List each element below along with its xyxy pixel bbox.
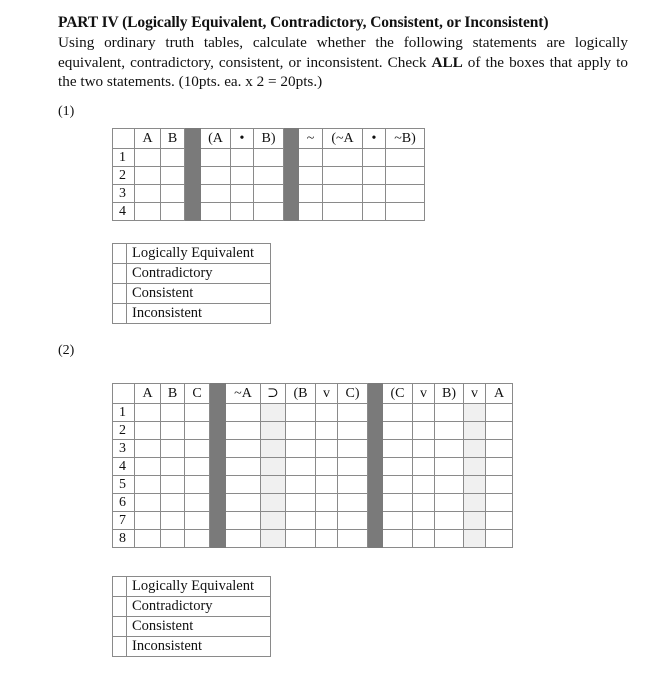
- answer-cell[interactable]: [338, 494, 368, 512]
- answer-cell[interactable]: [316, 494, 338, 512]
- header-cell: B): [435, 384, 464, 404]
- checkbox[interactable]: [113, 264, 127, 284]
- answer-cell[interactable]: [185, 512, 210, 530]
- answer-cell[interactable]: [386, 167, 425, 185]
- answer-cell[interactable]: [486, 476, 513, 494]
- answer-cell[interactable]: [413, 440, 435, 458]
- header-cell: ~A: [226, 384, 261, 404]
- answer-cell[interactable]: [435, 440, 464, 458]
- instructions-emphasis: ALL: [431, 53, 463, 71]
- answer-cell[interactable]: [226, 512, 261, 530]
- checkbox[interactable]: [113, 304, 127, 324]
- header-cell: v: [464, 384, 486, 404]
- answer-cell[interactable]: [201, 203, 231, 221]
- main-connective-cell[interactable]: [261, 440, 286, 458]
- answer-checklist-1: [112, 243, 271, 324]
- option-label: Consistent: [127, 617, 271, 637]
- answer-cell[interactable]: [286, 422, 316, 440]
- option-label: Contradictory: [127, 264, 271, 284]
- answer-cell[interactable]: [254, 185, 284, 203]
- table-row: [113, 203, 425, 221]
- header-cell: (~A: [323, 129, 363, 149]
- answer-cell[interactable]: [386, 185, 425, 203]
- answer-cell[interactable]: [135, 404, 161, 422]
- answer-cell[interactable]: [161, 149, 185, 167]
- separator-column: [210, 384, 226, 404]
- row-number: 1: [113, 149, 135, 167]
- answer-cell[interactable]: [316, 422, 338, 440]
- checklist-item: [113, 284, 271, 304]
- separator-column: [368, 476, 383, 494]
- answer-cell[interactable]: [185, 458, 210, 476]
- main-connective-cell[interactable]: [464, 422, 486, 440]
- answer-cell[interactable]: [231, 185, 254, 203]
- table-row: [113, 494, 513, 512]
- answer-cell[interactable]: [231, 149, 254, 167]
- main-connective-cell[interactable]: [464, 530, 486, 548]
- answer-cell[interactable]: [231, 167, 254, 185]
- checkbox[interactable]: [113, 244, 127, 264]
- separator-column: [185, 149, 201, 167]
- checkbox[interactable]: [113, 284, 127, 304]
- table-row: [113, 422, 513, 440]
- header-cell: ~B): [386, 129, 425, 149]
- answer-cell[interactable]: [185, 404, 210, 422]
- checklist-item: [113, 264, 271, 284]
- answer-cell[interactable]: [231, 203, 254, 221]
- instructions-text: Using ordinary truth tables, calculate whether the following statements are logically equivalent, contradictory, consistent, or inconsistent. Check: [58, 34, 628, 71]
- header-cell: ⊃: [261, 384, 286, 404]
- table-row: [113, 458, 513, 476]
- answer-cell[interactable]: [383, 512, 413, 530]
- instructions-text-end: of the boxes that apply to the two statements. (10pts. ea. x 2 = 20pts.): [58, 53, 628, 90]
- separator-column: [210, 530, 226, 548]
- checklist-item: [113, 637, 271, 657]
- problem-1-label: (1): [58, 104, 75, 119]
- answer-cell[interactable]: [135, 203, 161, 221]
- separator-column: [368, 494, 383, 512]
- checkbox[interactable]: [113, 617, 127, 637]
- row-number: 2: [113, 422, 135, 440]
- answer-cell[interactable]: [226, 476, 261, 494]
- checkbox[interactable]: [113, 577, 127, 597]
- main-connective-cell[interactable]: [261, 512, 286, 530]
- answer-cell[interactable]: [286, 458, 316, 476]
- answer-cell[interactable]: [316, 530, 338, 548]
- row-number: 7: [113, 512, 135, 530]
- answer-cell[interactable]: [386, 149, 425, 167]
- checkbox[interactable]: [113, 637, 127, 657]
- answer-cell[interactable]: [161, 167, 185, 185]
- checklist-item: [113, 577, 271, 597]
- answer-cell[interactable]: [226, 458, 261, 476]
- answer-cell[interactable]: [135, 476, 161, 494]
- table-row: [113, 530, 513, 548]
- answer-cell[interactable]: [286, 512, 316, 530]
- answer-cell[interactable]: [185, 476, 210, 494]
- answer-cell[interactable]: [383, 440, 413, 458]
- row-number: 3: [113, 440, 135, 458]
- option-label: Logically Equivalent: [127, 577, 271, 597]
- row-number: 3: [113, 185, 135, 203]
- answer-cell[interactable]: [386, 203, 425, 221]
- answer-cell[interactable]: [383, 494, 413, 512]
- row-number: 4: [113, 203, 135, 221]
- table-header-row: [113, 129, 425, 149]
- separator-column: [284, 185, 299, 203]
- checklist-item: [113, 304, 271, 324]
- answer-cell[interactable]: [413, 422, 435, 440]
- answer-cell[interactable]: [185, 494, 210, 512]
- separator-column: [368, 458, 383, 476]
- answer-cell[interactable]: [161, 185, 185, 203]
- header-cell: B): [254, 129, 284, 149]
- answer-cell[interactable]: [135, 530, 161, 548]
- answer-cell[interactable]: [135, 185, 161, 203]
- table-row: [113, 167, 425, 185]
- answer-cell[interactable]: [135, 494, 161, 512]
- separator-column: [185, 129, 201, 149]
- answer-cell[interactable]: [135, 167, 161, 185]
- main-connective-cell[interactable]: [261, 530, 286, 548]
- separator-column: [368, 530, 383, 548]
- separator-column: [368, 512, 383, 530]
- answer-cell[interactable]: [226, 440, 261, 458]
- answer-cell[interactable]: [161, 458, 185, 476]
- answer-cell[interactable]: [338, 512, 368, 530]
- answer-cell[interactable]: [363, 203, 386, 221]
- truth-table-2: [112, 383, 513, 548]
- answer-cell[interactable]: [299, 203, 323, 221]
- answer-cell[interactable]: [316, 512, 338, 530]
- answer-cell[interactable]: [363, 185, 386, 203]
- separator-column: [210, 422, 226, 440]
- row-number: 6: [113, 494, 135, 512]
- checklist-item: [113, 617, 271, 637]
- answer-cell[interactable]: [435, 530, 464, 548]
- answer-cell[interactable]: [486, 512, 513, 530]
- answer-cell[interactable]: [383, 530, 413, 548]
- separator-column: [210, 458, 226, 476]
- table-row: [113, 404, 513, 422]
- separator-column: [368, 440, 383, 458]
- answer-cell[interactable]: [323, 185, 363, 203]
- main-connective-cell[interactable]: [464, 440, 486, 458]
- answer-cell[interactable]: [161, 512, 185, 530]
- row-number: 2: [113, 167, 135, 185]
- answer-cell[interactable]: [338, 458, 368, 476]
- answer-cell[interactable]: [135, 422, 161, 440]
- header-cell: •: [363, 129, 386, 149]
- answer-cell[interactable]: [338, 404, 368, 422]
- header-cell: ~: [299, 129, 323, 149]
- header-cell: C: [185, 384, 210, 404]
- option-label: Contradictory: [127, 597, 271, 617]
- answer-cell[interactable]: [226, 404, 261, 422]
- answer-cell[interactable]: [338, 530, 368, 548]
- answer-cell[interactable]: [135, 440, 161, 458]
- answer-cell[interactable]: [286, 476, 316, 494]
- table-row: [113, 440, 513, 458]
- table-row: [113, 185, 425, 203]
- separator-column: [368, 404, 383, 422]
- main-connective-cell[interactable]: [464, 458, 486, 476]
- main-connective-cell[interactable]: [464, 404, 486, 422]
- answer-cell[interactable]: [135, 458, 161, 476]
- header-cell: (C: [383, 384, 413, 404]
- answer-cell[interactable]: [338, 422, 368, 440]
- table-row: [113, 476, 513, 494]
- answer-cell[interactable]: [413, 476, 435, 494]
- answer-cell[interactable]: [413, 458, 435, 476]
- answer-cell[interactable]: [254, 203, 284, 221]
- separator-column: [210, 440, 226, 458]
- answer-cell[interactable]: [161, 476, 185, 494]
- problem-2-label: (2): [58, 343, 75, 358]
- header-cell: A: [486, 384, 513, 404]
- answer-cell[interactable]: [201, 167, 231, 185]
- separator-column: [368, 422, 383, 440]
- row-number: 5: [113, 476, 135, 494]
- answer-cell[interactable]: [363, 167, 386, 185]
- main-connective-cell[interactable]: [464, 494, 486, 512]
- answer-cell[interactable]: [316, 404, 338, 422]
- answer-cell[interactable]: [286, 404, 316, 422]
- separator-column: [368, 384, 383, 404]
- answer-cell[interactable]: [363, 149, 386, 167]
- answer-cell[interactable]: [201, 185, 231, 203]
- answer-cell[interactable]: [185, 440, 210, 458]
- option-label: Inconsistent: [127, 637, 271, 657]
- option-label: Logically Equivalent: [127, 244, 271, 264]
- truth-table-1: [112, 128, 425, 221]
- answer-cell[interactable]: [486, 530, 513, 548]
- answer-cell[interactable]: [435, 422, 464, 440]
- checklist-item: [113, 597, 271, 617]
- main-connective-cell[interactable]: [261, 476, 286, 494]
- separator-column: [185, 185, 201, 203]
- answer-cell[interactable]: [316, 458, 338, 476]
- header-cell: B: [161, 129, 185, 149]
- row-number: 4: [113, 458, 135, 476]
- separator-column: [210, 476, 226, 494]
- answer-cell[interactable]: [435, 458, 464, 476]
- answer-cell[interactable]: [323, 149, 363, 167]
- corner-cell: [113, 129, 135, 149]
- main-connective-cell[interactable]: [261, 494, 286, 512]
- header-cell: A: [135, 384, 161, 404]
- answer-cell[interactable]: [413, 512, 435, 530]
- part-heading: PART IV (Logically Equivalent, Contradictory, Consistent, or Inconsistent): [58, 14, 549, 31]
- answer-cell[interactable]: [286, 530, 316, 548]
- row-number: 1: [113, 404, 135, 422]
- main-connective-cell[interactable]: [261, 422, 286, 440]
- answer-checklist-2: [112, 576, 271, 657]
- answer-cell[interactable]: [435, 476, 464, 494]
- answer-cell[interactable]: [323, 203, 363, 221]
- answer-cell[interactable]: [161, 494, 185, 512]
- answer-cell[interactable]: [323, 167, 363, 185]
- main-connective-cell[interactable]: [464, 512, 486, 530]
- table-row: [113, 149, 425, 167]
- table-row: [113, 512, 513, 530]
- answer-cell[interactable]: [486, 494, 513, 512]
- answer-cell[interactable]: [413, 404, 435, 422]
- answer-cell[interactable]: [161, 404, 185, 422]
- answer-cell[interactable]: [338, 476, 368, 494]
- answer-cell[interactable]: [486, 458, 513, 476]
- answer-cell[interactable]: [161, 440, 185, 458]
- answer-cell[interactable]: [254, 167, 284, 185]
- answer-cell[interactable]: [299, 149, 323, 167]
- answer-cell[interactable]: [316, 440, 338, 458]
- separator-column: [210, 404, 226, 422]
- main-connective-cell[interactable]: [261, 458, 286, 476]
- table-header-row: [113, 384, 513, 404]
- instructions: [58, 33, 628, 92]
- header-cell: (A: [201, 129, 231, 149]
- answer-cell[interactable]: [383, 476, 413, 494]
- answer-cell[interactable]: [413, 494, 435, 512]
- answer-cell[interactable]: [299, 167, 323, 185]
- answer-cell[interactable]: [486, 440, 513, 458]
- answer-cell[interactable]: [254, 149, 284, 167]
- answer-cell[interactable]: [383, 404, 413, 422]
- main-connective-cell[interactable]: [261, 404, 286, 422]
- answer-cell[interactable]: [486, 404, 513, 422]
- answer-cell[interactable]: [226, 422, 261, 440]
- separator-column: [185, 203, 201, 221]
- separator-column: [284, 203, 299, 221]
- answer-cell[interactable]: [338, 440, 368, 458]
- row-number: 8: [113, 530, 135, 548]
- answer-cell[interactable]: [161, 203, 185, 221]
- checkbox[interactable]: [113, 597, 127, 617]
- answer-cell[interactable]: [435, 404, 464, 422]
- header-cell: v: [316, 384, 338, 404]
- option-label: Inconsistent: [127, 304, 271, 324]
- corner-cell: [113, 384, 135, 404]
- answer-cell[interactable]: [135, 149, 161, 167]
- answer-cell[interactable]: [383, 458, 413, 476]
- answer-cell[interactable]: [226, 494, 261, 512]
- answer-cell[interactable]: [185, 422, 210, 440]
- answer-cell[interactable]: [185, 530, 210, 548]
- separator-column: [284, 129, 299, 149]
- answer-cell[interactable]: [201, 149, 231, 167]
- answer-cell[interactable]: [316, 476, 338, 494]
- separator-column: [210, 494, 226, 512]
- answer-cell[interactable]: [435, 512, 464, 530]
- main-connective-cell[interactable]: [464, 476, 486, 494]
- answer-cell[interactable]: [286, 440, 316, 458]
- header-cell: v: [413, 384, 435, 404]
- answer-cell[interactable]: [161, 530, 185, 548]
- answer-cell[interactable]: [135, 512, 161, 530]
- checklist-item: [113, 244, 271, 264]
- answer-cell[interactable]: [286, 494, 316, 512]
- separator-column: [210, 512, 226, 530]
- header-cell: A: [135, 129, 161, 149]
- answer-cell[interactable]: [413, 530, 435, 548]
- header-cell: (B: [286, 384, 316, 404]
- header-cell: B: [161, 384, 185, 404]
- header-cell: •: [231, 129, 254, 149]
- header-cell: C): [338, 384, 368, 404]
- answer-cell[interactable]: [299, 185, 323, 203]
- separator-column: [284, 167, 299, 185]
- answer-cell[interactable]: [486, 422, 513, 440]
- answer-cell[interactable]: [161, 422, 185, 440]
- separator-column: [185, 167, 201, 185]
- separator-column: [284, 149, 299, 167]
- option-label: Consistent: [127, 284, 271, 304]
- answer-cell[interactable]: [226, 530, 261, 548]
- answer-cell[interactable]: [435, 494, 464, 512]
- answer-cell[interactable]: [383, 422, 413, 440]
